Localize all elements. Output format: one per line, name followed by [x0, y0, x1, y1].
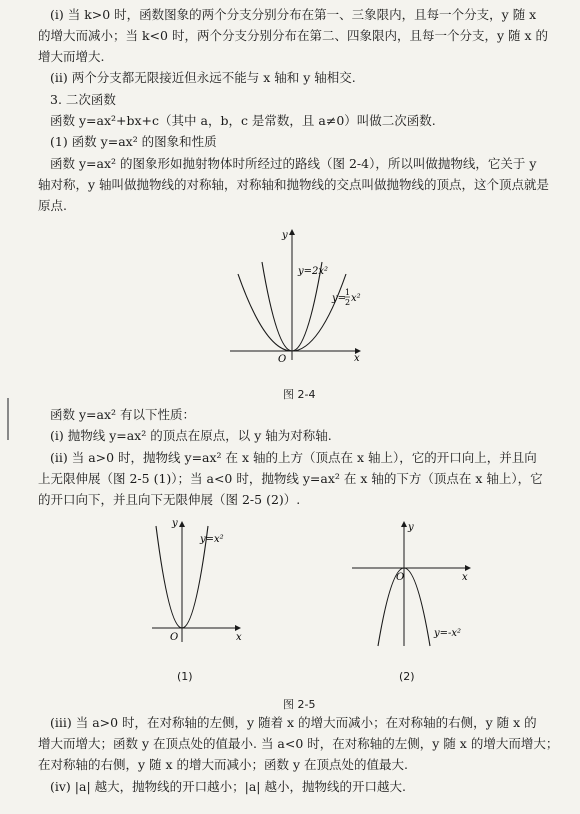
origin-label: O — [278, 354, 287, 364]
curve-label-half-den: 2 — [345, 298, 351, 307]
curve-label-half-num: 1 — [345, 288, 351, 297]
section-heading-quadratic: 3. 二次函数 — [50, 92, 116, 107]
property-iv: (iv) |a| 越大，抛物线的开口越小；|a| 越小，抛物线的开口越大. — [50, 779, 406, 794]
figure-2-5-1-label: (1) — [177, 670, 193, 683]
paragraph-hyperbola-ii: (ii) 两个分支都无限接近但永远不能与 x 轴和 y 轴相交. — [50, 70, 356, 85]
subheading-graph-properties: (1) 函数 y=ax² 的图象和性质 — [50, 134, 217, 149]
property-ii-line1: (ii) 当 a>0 时，抛物线 y=ax² 在 x 轴的上方（顶点在 x 轴上），它的开口向上，并且向 — [50, 450, 537, 465]
figure-2-5-1 — [150, 514, 250, 646]
y-axis-label: y — [282, 230, 288, 241]
curve-label-neg-x2: y=-x² — [434, 628, 462, 639]
x-axis-label: x — [236, 632, 242, 643]
margin-mark — [7, 398, 9, 440]
paragraph-parabola-line1: 函数 y=ax² 的图象形如抛射物体时所经过的路线（图 2-4），所以叫做抛物线，它关于 y — [50, 156, 537, 171]
x-axis-label: x — [354, 353, 360, 364]
property-ii-line2: 上无限伸展（图 2-5 (1)）；当 a<0 时，抛物线 y=ax² 在 x 轴的下方（顶点在 x 轴上），它 — [38, 471, 543, 486]
paragraph-hyperbola-i-line1: (i) 当 k>0 时，函数图象的两个分支分别分布在第一、三象限内，且每一个分支，y 随 x — [50, 7, 537, 22]
curve-label-half-post: x² — [351, 293, 361, 304]
definition-quadratic: 函数 y=ax²+bx+c（其中 a，b，c 是常数，且 a≠0）叫做二次函数. — [50, 113, 436, 128]
property-iii-line1: (iii) 当 a>0 时，在对称轴的左侧，y 随着 x 的增大而减小；在对称轴的右侧，y 随 x 的 — [50, 715, 537, 730]
curve-label-half-pre: y= — [332, 293, 347, 304]
y-axis-label: y — [172, 518, 178, 529]
figure-2-4-caption: 图 2-4 — [283, 388, 316, 401]
property-i: (i) 抛物线 y=ax² 的顶点在原点，以 y 轴为对称轴. — [50, 428, 332, 443]
x-axis-label: x — [462, 572, 468, 583]
origin-label: O — [396, 572, 405, 583]
property-ii-line3: 的开口向下，并且向下无限伸展（图 2-5 (2)）. — [38, 492, 301, 507]
property-iii-line3: 在对称轴的右侧，y 随 x 的增大而减小；函数 y 在顶点处的值最大. — [38, 757, 409, 772]
properties-intro: 函数 y=ax² 有以下性质： — [50, 407, 195, 422]
y-axis-label: y — [408, 522, 414, 533]
curve-label-2x2: y=2x² — [298, 266, 329, 277]
curve-label-x2: y=x² — [200, 534, 224, 545]
figure-2-5-2 — [350, 516, 480, 650]
paragraph-hyperbola-i-line3: 增大而增大. — [38, 49, 105, 64]
paragraph-parabola-line3: 原点. — [38, 198, 67, 213]
figure-2-5-caption: 图 2-5 — [283, 698, 316, 711]
paragraph-hyperbola-i-line2: 的增大而减小；当 k<0 时，两个分支分别分布在第二、四象限内，且每一个分支，y 随 x 的 — [38, 28, 548, 43]
figure-2-4 — [228, 224, 378, 364]
origin-label: O — [170, 632, 179, 643]
figure-2-5-2-label: (2) — [399, 670, 415, 683]
paragraph-parabola-line2: 轴对称，y 轴叫做抛物线的对称轴，对称轴和抛物线的交点叫做抛物线的顶点，这个顶点就是 — [38, 177, 550, 192]
property-iii-line2: 增大而增大；函数 y 在顶点处的值最小. 当 a<0 时，在对称轴的左侧，y 随 x 的增大而增大； — [38, 736, 559, 751]
